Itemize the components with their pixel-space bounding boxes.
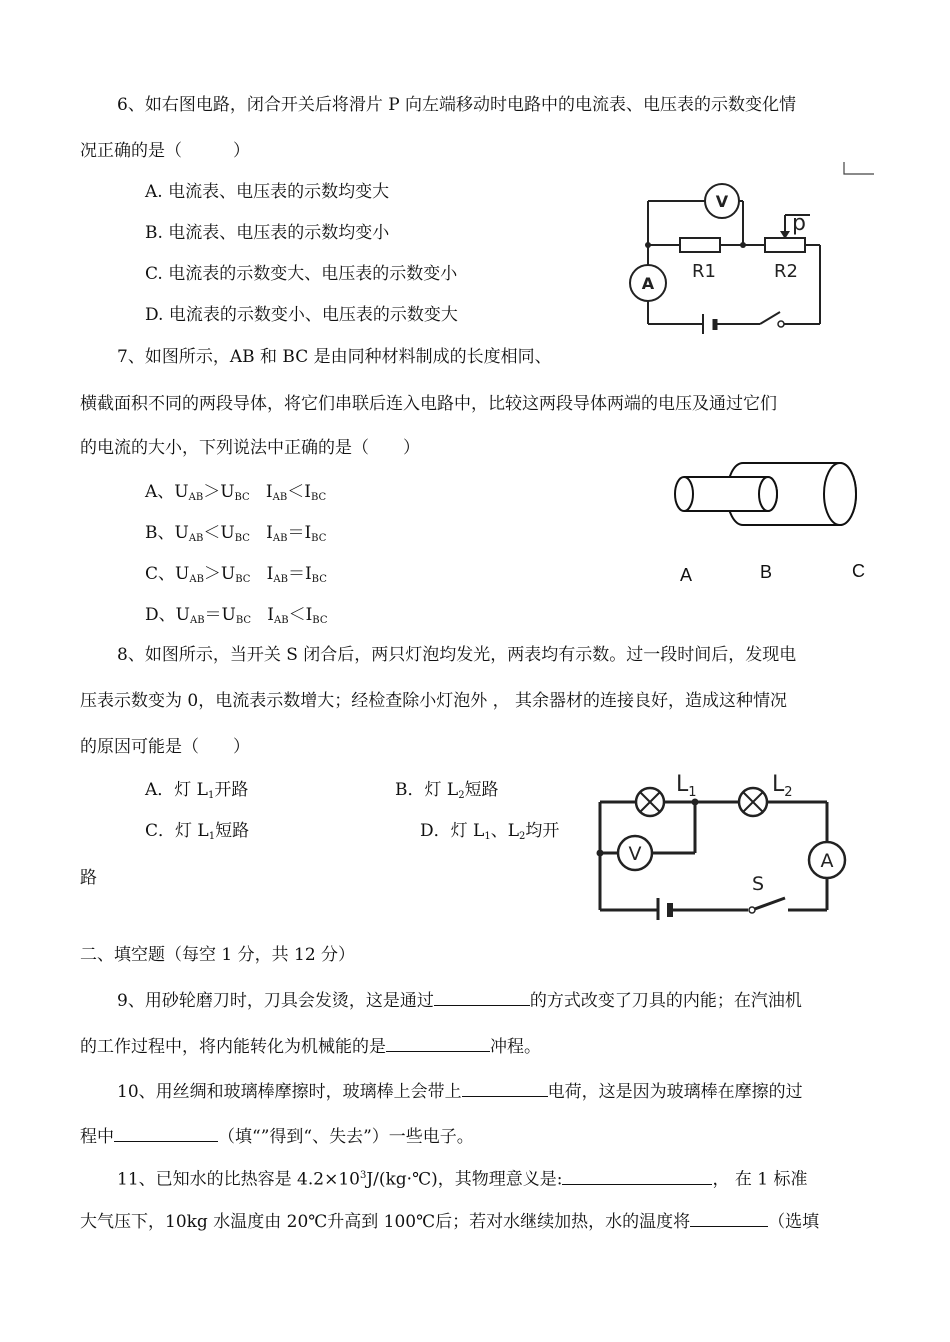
q11-blank-2[interactable] — [690, 1208, 768, 1227]
q6-r1-label: R1 — [692, 261, 716, 282]
q7-stem-line2: 横截面积不同的两段导体，将它们串联后连入电路中，比较这两段导体两端的电压及通过它们 — [80, 394, 777, 414]
q9-line1: 9、用砂轮磨刀时，刀具会发烫，这是通过 的方式改变了刀具的内能；在汽油机 — [117, 987, 802, 1013]
q8-stem-line2: 压表示数变为 0，电流表示数增大；经检查除小灯泡外 ， 其余器材的连接良好，造成这种情况 — [80, 691, 788, 711]
q6-stem-line1: 6、如右图电路，闭合开关后将滑片 P 向左端移动时电路中的电流表、电压表的示数变化情 — [117, 95, 797, 115]
q11-blank-1[interactable] — [562, 1166, 712, 1185]
q6-option-a: A. 电流表、电压表的示数均变大 — [145, 182, 390, 202]
q8-ammeter-label: A — [820, 850, 834, 872]
q6-option-c: C. 电流表的示数变大、电压表的示数变小 — [145, 264, 458, 284]
q6-option-d: D. 电流表的示数变小、电压表的示数变大 — [145, 305, 458, 325]
q6-stem-line2: 况正确的是（ ） — [80, 141, 250, 161]
q9-blank-1[interactable] — [434, 987, 530, 1006]
q8-l2-label: $L_2$ — [772, 772, 793, 800]
section2-title: 二、填空题（每空 1 分，共 12 分） — [80, 945, 356, 965]
q7-option-d: D、$U_{AB}=U_{BC}$ $I_{AB}<I_{BC}$ — [145, 605, 328, 626]
q6-slider-label: p — [792, 211, 806, 236]
q7-label-c: C — [852, 561, 865, 581]
q11-line1: 11、已知水的比热容是 $4.2\times 10^3J/(kg\cdot℃)$，其物理意义是: ， 在 1 标准 — [117, 1164, 808, 1192]
q10-line2: 程中 （填“”得到“、失去”）一些电子。 — [80, 1123, 474, 1149]
q7-label-b: B — [760, 562, 773, 582]
q8-option-b: B．灯 $L_2$短路 — [395, 780, 499, 801]
q8-switch-label: S — [752, 873, 765, 895]
q8-l1-label: $L_1$ — [676, 772, 697, 800]
q7-stem-line3: 的电流的大小，下列说法中正确的是（ ） — [80, 438, 420, 458]
q7-option-a: A、$U_{AB}>U_{BC}$ $I_{AB}<I_{BC}$ — [145, 482, 327, 503]
q11-line2: 大气压下，10kg 水温度由 20℃升高到 100℃后；若对水继续加热，水的温度将 （选填 — [80, 1208, 819, 1234]
q10-blank-2[interactable] — [114, 1123, 218, 1142]
q6-voltmeter-label: V — [715, 192, 729, 211]
q6-r2-label: R2 — [774, 261, 798, 282]
q6-ammeter-label: A — [641, 274, 655, 293]
q7-option-b: B、$U_{AB}<U_{BC}$ $I_{AB}=I_{BC}$ — [145, 523, 327, 544]
q7-conductor-figure — [660, 458, 865, 530]
q6-circuit-figure — [620, 176, 830, 346]
q8-circuit-figure — [590, 765, 860, 920]
q7-option-c: C、$U_{AB}>U_{BC}$ $I_{AB}=I_{BC}$ — [145, 564, 327, 585]
q8-stem-line3: 的原因可能是（ ） — [80, 737, 250, 757]
q8-option-d-wrap: 路 — [80, 868, 97, 888]
q8-voltmeter-label: V — [628, 843, 642, 865]
q7-label-a: A — [680, 565, 693, 585]
q8-option-a: A．灯 $L_1$开路 — [145, 780, 249, 801]
q8-option-d: D．灯 $L_1$、$L_2$均开 — [420, 821, 560, 842]
q9-blank-2[interactable] — [386, 1033, 490, 1052]
q8-option-c: C．灯 $L_1$短路 — [145, 821, 250, 842]
q7-stem-line1: 7、如图所示，AB 和 BC 是由同种材料制成的长度相同、 — [117, 347, 552, 367]
q10-line1: 10、用丝绸和玻璃棒摩擦时，玻璃棒上会带上 电荷，这是因为玻璃棒在摩擦的过 — [117, 1078, 803, 1104]
q10-blank-1[interactable] — [462, 1078, 548, 1097]
corner-mark — [840, 160, 876, 178]
q8-stem-line1: 8、如图所示，当开关 S 闭合后，两只灯泡均发光，两表均有示数。过一段时间后，发现电 — [117, 645, 797, 665]
q6-option-b: B. 电流表、电压表的示数均变小 — [145, 223, 390, 243]
q9-line2: 的工作过程中，将内能转化为机械能的是 冲程。 — [80, 1033, 541, 1059]
